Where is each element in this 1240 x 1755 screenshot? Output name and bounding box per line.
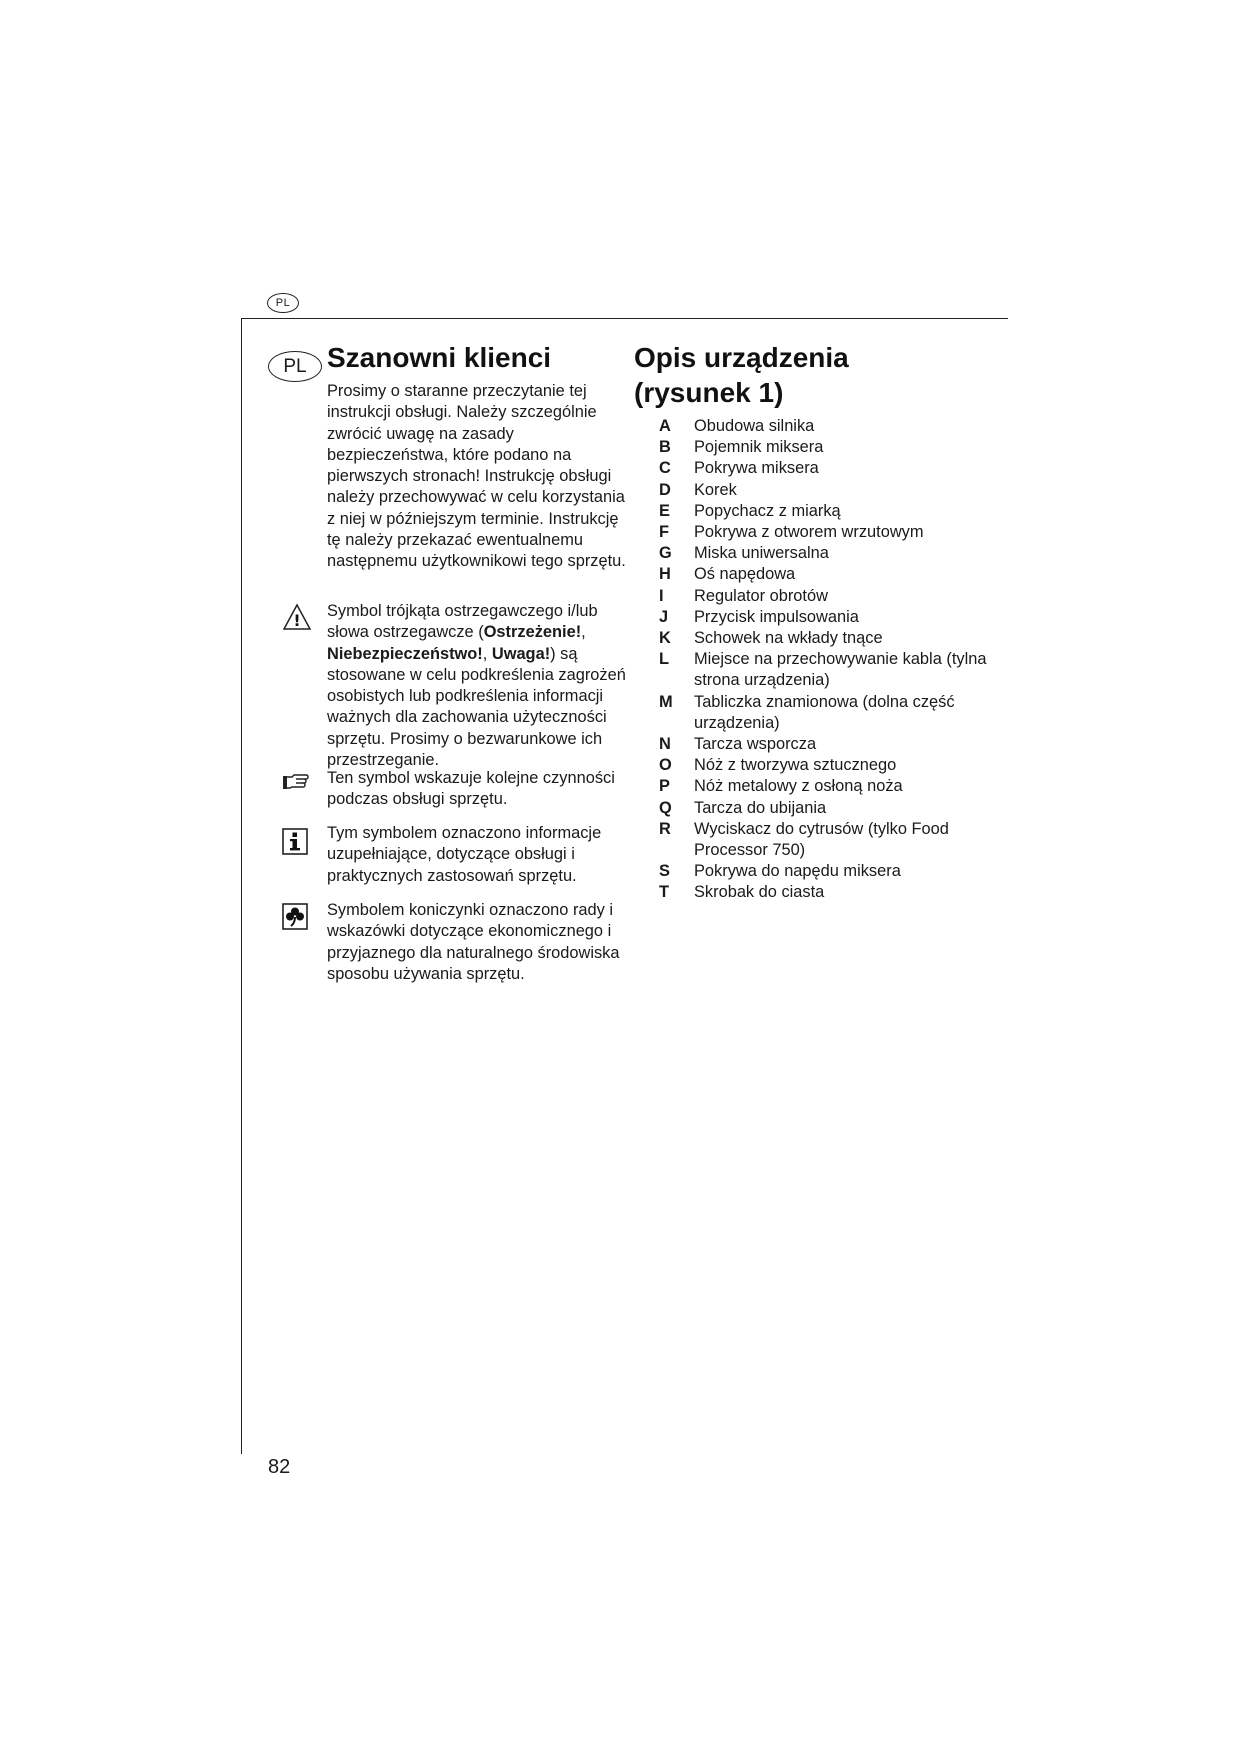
list-item: [634, 416, 1014, 437]
part-letter: I: [659, 586, 664, 605]
list-item: [634, 607, 1014, 628]
part-letter: M: [659, 692, 673, 711]
part-name: Schowek na wkłady tnące: [694, 629, 883, 648]
step-paragraph: Ten symbol wskazuje kolejne czynności podczas obsługi sprzętu.: [327, 769, 615, 809]
language-badge: PL: [268, 351, 322, 382]
part-name: Tarcza do ubijania: [694, 798, 827, 817]
part-letter: D: [659, 480, 671, 499]
part-name: Miejsce na przechowywanie kabla (tylna strona urządzenia): [694, 650, 987, 690]
list-item: [634, 861, 1014, 882]
part-name: Tarcza wsporcza: [694, 735, 817, 754]
intro-section: [327, 340, 627, 573]
part-letter: O: [659, 756, 672, 775]
part-name: Nóż metalowy z osłoną noża: [694, 777, 903, 796]
part-letter: H: [659, 565, 671, 584]
part-name: Oś napędowa: [694, 565, 796, 584]
part-letter: L: [659, 650, 670, 669]
device-description-section: [634, 340, 1014, 904]
device-title: Opis urządzenia (rysunek 1): [634, 342, 849, 408]
part-letter: T: [659, 883, 670, 902]
part-name: Miska uniwersalna: [694, 544, 829, 563]
part-name: Tabliczka znamionowa (dolna część urządzenia): [694, 692, 955, 732]
part-letter: G: [659, 544, 672, 563]
part-name: Pokrywa z otworem wrzutowym: [694, 523, 924, 542]
list-item: [634, 586, 1014, 607]
list-item: [634, 628, 1014, 649]
part-letter: B: [659, 438, 671, 457]
part-name: Wyciskacz do cytrusów (tylko Food Processor 750): [694, 819, 949, 860]
warning-word: Ostrzeżenie!: [483, 623, 582, 642]
list-item: [634, 819, 1014, 861]
warning-paragraph: Symbol trójkąta ostrzegawczego i/lub słowa ostrzegawcze (Ostrzeżenie!, Niebezpieczeństwo!, Uwaga!) są stosowane w celu podkreślenia zagrożeń osobistych lub podkreślenia informacji ważnych dla zachowania użyteczności sprzętu. Prosimy o bezwarunkowe ich przestrzeganie.: [327, 602, 626, 770]
part-name: Pojemnik miksera: [694, 438, 824, 457]
list-item: [634, 882, 1014, 903]
part-name: Nóż z tworzywa sztucznego: [694, 756, 897, 775]
part-name: Pokrywa do napędu miksera: [694, 862, 901, 881]
list-item: [634, 692, 1014, 734]
part-letter: N: [659, 735, 671, 754]
part-letter: Q: [659, 798, 672, 817]
part-letter: R: [659, 819, 671, 838]
part-name: Skrobak do ciasta: [694, 883, 825, 902]
part-letter: K: [659, 629, 671, 648]
svg-text:!: !: [293, 611, 301, 630]
header-rule: [241, 318, 1008, 319]
list-item: [634, 543, 1014, 564]
danger-word: Niebezpieczeństwo!: [327, 644, 483, 663]
page-number: 82: [268, 1456, 291, 1478]
parts-list: [634, 416, 1014, 904]
list-item: [634, 564, 1014, 585]
warning-triangle-icon: [282, 603, 312, 636]
part-name: Korek: [694, 480, 737, 499]
list-item: [634, 458, 1014, 479]
part-letter: A: [659, 417, 671, 435]
part-name: Obudowa silnika: [694, 417, 815, 435]
part-name: Popychacz z miarką: [694, 501, 841, 520]
clover-icon: [282, 903, 308, 935]
caution-word: Uwaga!: [491, 644, 551, 663]
part-letter: F: [659, 523, 670, 542]
part-letter: C: [659, 459, 671, 478]
list-item: [634, 480, 1014, 501]
list-item: [634, 798, 1014, 819]
info-paragraph: Tym symbolem oznaczono informacje uzupełniające, dotyczące obsługi i praktycznych zastosowań sprzętu.: [327, 824, 602, 885]
part-name: Przycisk impulsowania: [694, 607, 859, 626]
list-item: [634, 649, 1014, 691]
section-title: Szanowni klienci: [327, 342, 552, 373]
language-badge-small: PL: [267, 293, 299, 313]
part-letter: S: [659, 862, 670, 881]
list-item: [634, 522, 1014, 543]
list-item: [634, 734, 1014, 755]
part-name: Pokrywa miksera: [694, 459, 819, 478]
list-item: [634, 501, 1014, 522]
intro-paragraph: Prosimy o staranne przeczytanie tej instrukcji obsługi. Należy szczególnie zwrócić uwagę na zasady bezpieczeństwa, które podano na pierwszych stronach! Instrukcję obsługi należy przechowywać w celu korzystania z niej w późniejszym terminie. Instrukcję tę należy przekazać ewentualnemu następnemu użytkownikowi tego sprzętu.: [327, 382, 626, 571]
part-letter: E: [659, 501, 670, 520]
part-letter: J: [659, 607, 669, 626]
part-name: Regulator obrotów: [694, 586, 828, 605]
list-item: [634, 755, 1014, 776]
list-item: [634, 437, 1014, 458]
eco-paragraph: Symbolem koniczynki oznaczono rady i wskazówki dotyczące ekonomicznego i przyjaznego dla naturalnego środowiska sposobu używania sprzętu.: [327, 901, 620, 983]
info-icon: [282, 828, 308, 860]
pointing-hand-icon: [282, 772, 310, 795]
list-item: [634, 776, 1014, 797]
part-letter: P: [659, 777, 670, 796]
margin-rule: [241, 318, 242, 1454]
